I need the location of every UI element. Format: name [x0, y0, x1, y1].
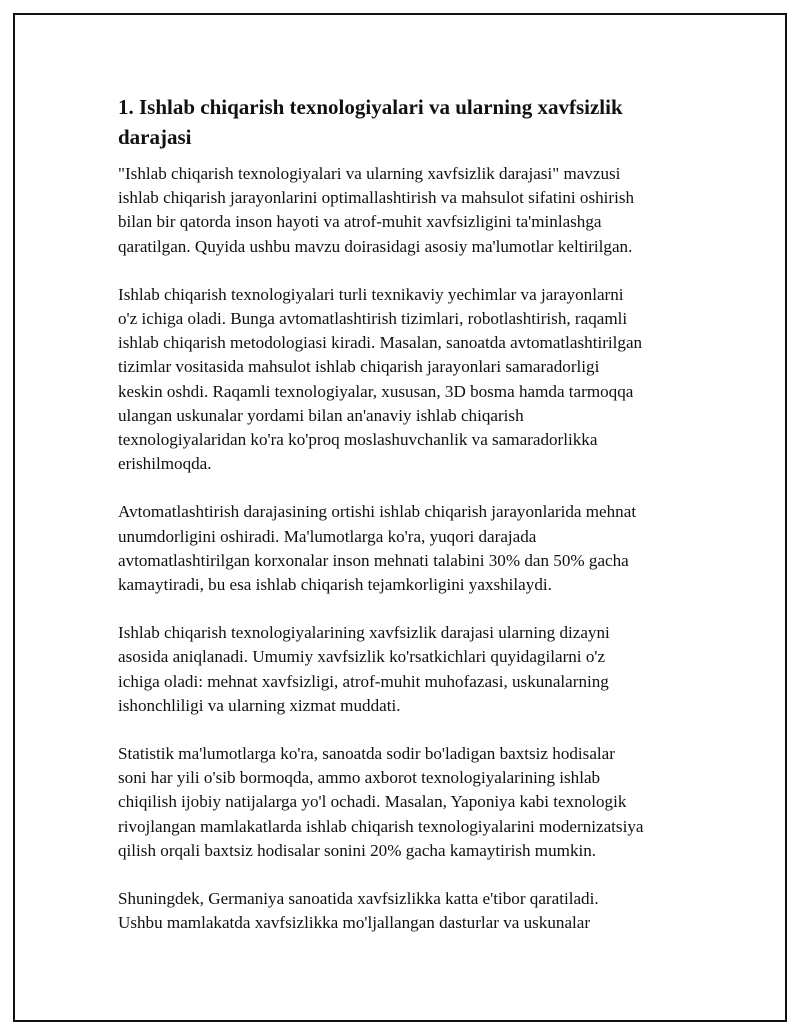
paragraph-germany: Shuningdek, Germaniya sanoatida xavfsizlikka katta e'tibor qaratiladi. Ushbu mamlakatda xavfsizlikka mo'ljallangan dasturlar va uskunalar: [118, 889, 599, 933]
paragraph-statistics: Statistik ma'lumotlarga ko'ra, sanoatda sodir bo'ladigan baxtsiz hodisalar soni har yili o'sib bormoqda, ammo axborot texnologiyalarining ishlab chiqilish ijobiy natijalarga yo'l ochadi. Masalan, Yaponiya kabi texnologik rivojlangan mamlakatlarda ishlab chiqarish texnologiyalarini modernizatsiya qilish orqali baxtsiz hodisalar sonini 20% gacha kamaytirish mumkin.: [118, 744, 644, 860]
document-title: 1. Ishlab chiqarish texnologiyalari va ularning xavfsizlik darajasi: [118, 95, 623, 149]
paragraph-automation: Avtomatlashtirish darajasining ortishi ishlab chiqarish jarayonlarida mehnat unumdorligini oshiradi. Ma'lumotlarga ko'ra, yuqori darajada avtomatlashtirilgan korxonalar inson mehnati talabini 30% dan 50% gacha kamaytiradi, bu esa ishlab chiqarish tejamkorligini yaxshilaydi.: [118, 502, 637, 595]
document-content: [118, 92, 698, 959]
paragraph-technologies: Ishlab chiqarish texnologiyalari turli texnikaviy yechimlar va jarayonlarni o'z ichiga oladi. Bunga avtomatlashtirish tizimlari, robotlashtirish, raqamli ishlab chiqarish metodologiasi kiradi. Masalan, sanoatda avtomatlashtirilgan tizimlar vositasida mahsulot ishlab chiqarish jarayonlari samaradorligi keskin oshdi. Raqamli texnologiyalar, xususan, 3D bosma hamda tarmoqqa ulangan uskunalar yordami bilan an'anaviy ishlab chiqarish texnologiyalaridan ko'ra ko'proq moslashuvchanlik va samaradorlikka erishilmoqda.: [118, 284, 643, 474]
paragraph-intro: "Ishlab chiqarish texnologiyalari va ularning xavfsizlik darajasi" mavzusi ishlab chiqarish jarayonlarini optimallashtirish va mahsulot sifatini oshirish bilan bir qatorda inson hayoti va atrof-muhit xavfsizligini ta'minlashga qaratilgan. Quyida ushbu mavzu doirasidagi asosiy ma'lumotlar keltirilgan.: [118, 164, 635, 256]
paragraph-safety-level: Ishlab chiqarish texnologiyalarining xavfsizlik darajasi ularning dizayni asosida aniqlanadi. Umumiy xavfsizlik ko'rsatkichlari quyidagilarni o'z ichiga oladi: mehnat xavfsizligi, atrof-muhit muhofazasi, uskunalarning ishonchliligi va ularning xizmat muddati.: [118, 623, 610, 715]
